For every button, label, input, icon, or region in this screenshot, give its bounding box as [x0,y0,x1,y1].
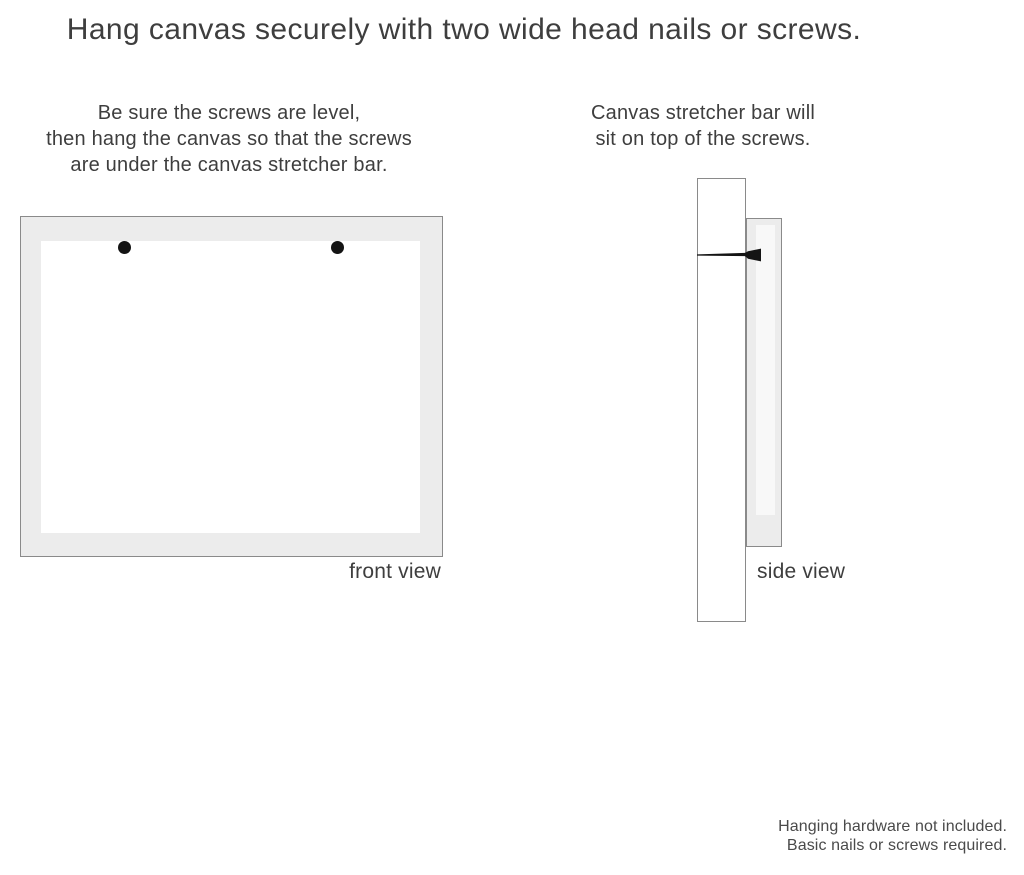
right-nail-head-icon [331,241,344,254]
instruction-line: sit on top of the screws. [595,128,811,150]
side-view-label: side view [757,560,846,583]
canvas-front-face [41,241,420,533]
canvas-side-profile-inner [756,225,775,515]
instruction-line: Canvas stretcher bar will [591,102,815,124]
side-view-instructions [448,100,958,152]
instruction-line: then hang the canvas so that the screws [46,128,412,150]
front-view-instructions [0,100,458,178]
footnote-line: Hanging hardware not included. [778,818,1007,835]
instruction-line: are under the canvas stretcher bar. [70,154,388,176]
footnote-line: Basic nails or screws required. [786,837,1007,854]
page-title: Hang canvas securely with two wide head nails or screws. [66,13,862,46]
front-view-label: front view [349,560,441,583]
front-view-diagram [20,216,443,557]
nail-icon [690,245,770,267]
canvas-side-profile [746,218,782,547]
hardware-footnote [527,817,1007,855]
left-nail-head-icon [118,241,131,254]
instruction-line: Be sure the screws are level, [97,102,361,124]
